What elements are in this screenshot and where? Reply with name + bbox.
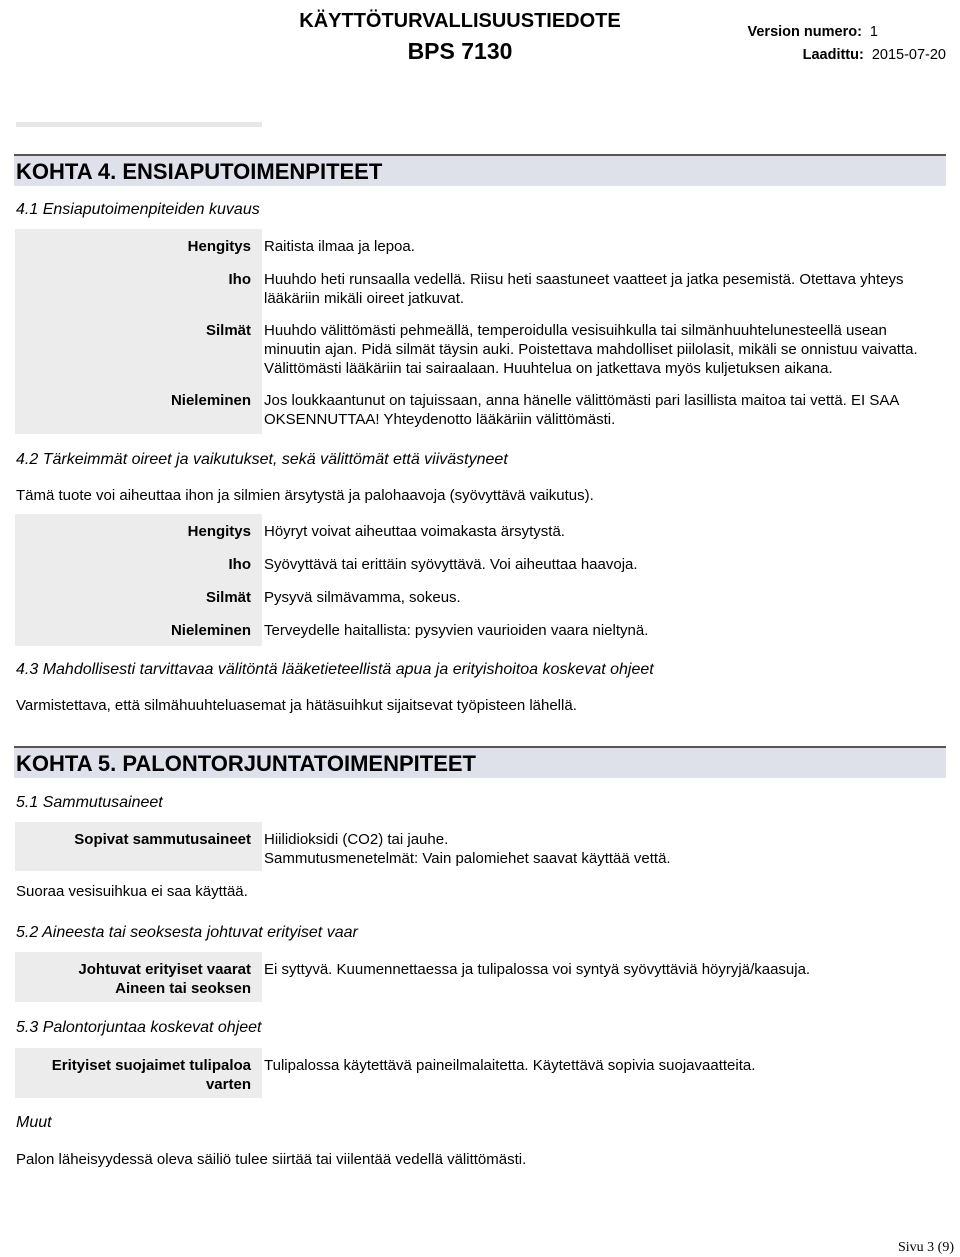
first-aid-labels — [15, 229, 262, 434]
section-5-title: KOHTA 5. PALONTORJUNTATOIMENPITEET — [16, 751, 476, 776]
text-line: lääkäriin mikäli oireet jatkuvat. — [264, 290, 465, 307]
section-4-title: KOHTA 4. ENSIAPUTOIMENPITEET — [16, 159, 383, 184]
text-line: Huuhdo heti runsaalla vedellä. Riisu heti saastuneet vaatteet ja jatka pesemistä. Otettava yhteys — [264, 271, 904, 288]
subsection-4-2-intro: Tämä tuote voi aiheuttaa ihon ja silmien ärsytystä ja palohaavoja (syövyttävä vaikutus). — [16, 487, 594, 504]
label-hengitys: Hengitys — [187, 523, 251, 540]
text-line: Raitista ilmaa ja lepoa. — [264, 238, 415, 255]
label-iho: Iho — [228, 271, 251, 288]
symptom-labels — [15, 514, 262, 646]
section-5-header — [14, 746, 946, 778]
symptom-silmat: Pysyvä silmävamma, sokeus. — [264, 589, 461, 606]
text-line: Hiilidioksidi (CO2) tai jauhe. — [264, 831, 449, 848]
subsection-4-3-heading: 4.3 Mahdollisesti tarvittavaa välitöntä lääketieteellistä apua ja erityishoitoa koskevat ohjeet — [16, 661, 654, 678]
version-value: 1 — [869, 24, 878, 40]
subsection-5-1-heading: 5.1 Sammutusaineet — [16, 794, 163, 811]
subsection-4-2-heading: 4.2 Tärkeimmät oireet ja vaikutukset, sekä välittömät että viivästyneet — [16, 451, 508, 468]
value-nieleminen — [264, 391, 944, 429]
value-erityiset-vaarat: Ei syttyvä. Kuumennettaessa ja tulipalossa voi syntyä syövyttäviä höyryjä/kaasuja. — [264, 961, 811, 978]
subsection-5-3-heading: 5.3 Palontorjuntaa koskevat ohjeet — [16, 1019, 262, 1036]
label-line: Erityiset suojaimet tulipaloa — [51, 1057, 251, 1074]
date-row — [803, 47, 946, 63]
label-erityiset-suojaimet — [15, 1048, 262, 1098]
label-line: Johtuvat erityiset vaarat — [78, 961, 251, 978]
value-iho — [264, 270, 944, 308]
extinguish-note: Suoraa vesisuihkua ei saa käyttää. — [16, 883, 248, 900]
text-line: minuutin ajan. Pidä silmät täysin auki. Poistettava mahdolliset piilolasit, mikäli se onnistuu vaivatta. — [264, 341, 918, 358]
label-iho: Iho — [228, 556, 251, 573]
subsection-5-2-heading: 5.2 Aineesta tai seoksesta johtuvat erityiset vaar — [16, 924, 358, 941]
label-line: Aineen tai seoksen — [115, 980, 251, 997]
product-name: BPS 7130 — [407, 38, 513, 64]
symptom-hengitys: Höyryt voivat aiheuttaa voimakasta ärsytystä. — [264, 523, 565, 540]
label-silmat: Silmät — [205, 589, 251, 606]
value-erityiset-suojaimet: Tulipalossa käytettävä paineilmalaitetta. Käytettävä sopivia suojavaatteita. — [264, 1057, 756, 1074]
text-line: Huuhdo välittömästi pehmeällä, temperoidulla vesisuihkulla tai silmänhuuhtelunesteellä usean — [264, 322, 887, 339]
label-erityiset-vaarat — [15, 952, 262, 1002]
label-silmat: Silmät — [205, 322, 251, 339]
version-label: Version numero: — [747, 24, 862, 40]
label-text: Sopivat sammutusaineet — [74, 831, 251, 848]
symptom-nieleminen: Terveydelle haitallista: pysyvien vaurioiden vaara nieltynä. — [264, 622, 649, 639]
text-line: Jos loukkaantunut on tajuissaan, anna hänelle välittömästi pari lasillista maitoa tai vettä. EI SAA — [264, 392, 900, 409]
text-line: Välittömästi lääkäriin tai sairaalaan. Huuhtelua on jatkettava myös kuljetuksen aikana. — [264, 360, 833, 377]
label-nieleminen: Nieleminen — [170, 392, 251, 409]
date-value: 2015-07-20 — [871, 47, 946, 63]
version-row — [748, 24, 947, 40]
muut-text: Palon läheisyydessä oleva säiliö tulee siirtää tai viilentää vedellä välittömästi. — [16, 1151, 527, 1168]
text-line: Sammutusmenetelmät: Vain palomiehet saavat käyttää vettä. — [264, 850, 671, 867]
value-sammutusaineet — [264, 830, 944, 868]
label-nieleminen: Nieleminen — [170, 622, 251, 639]
subsection-4-3-text: Varmistettava, että silmähuuhteluasemat ja hätäsuihkut sijaitsevat työpisteen lähellä. — [16, 697, 577, 714]
muut-heading: Muut — [16, 1114, 52, 1131]
value-hengitys — [264, 237, 944, 256]
value-silmat — [264, 321, 944, 378]
document-title: KÄYTTÖTURVALLISUUSTIEDOTE — [299, 10, 621, 32]
label-line: varten — [205, 1076, 251, 1093]
section-4-header — [14, 154, 946, 186]
date-label: Laadittu: — [802, 47, 864, 63]
header-divider — [16, 122, 262, 127]
label-sopivat-sammutusaineet — [15, 822, 262, 871]
page-number: Sivu 3 (9) — [898, 1240, 954, 1255]
label-hengitys: Hengitys — [187, 238, 251, 255]
symptom-iho: Syövyttävä tai erittäin syövyttävä. Voi aiheuttaa haavoja. — [264, 556, 638, 573]
text-line: OKSENNUTTAA! Yhteydenotto lääkäriin välittömästi. — [264, 411, 616, 428]
subsection-4-1-heading: 4.1 Ensiaputoimenpiteiden kuvaus — [16, 201, 260, 218]
